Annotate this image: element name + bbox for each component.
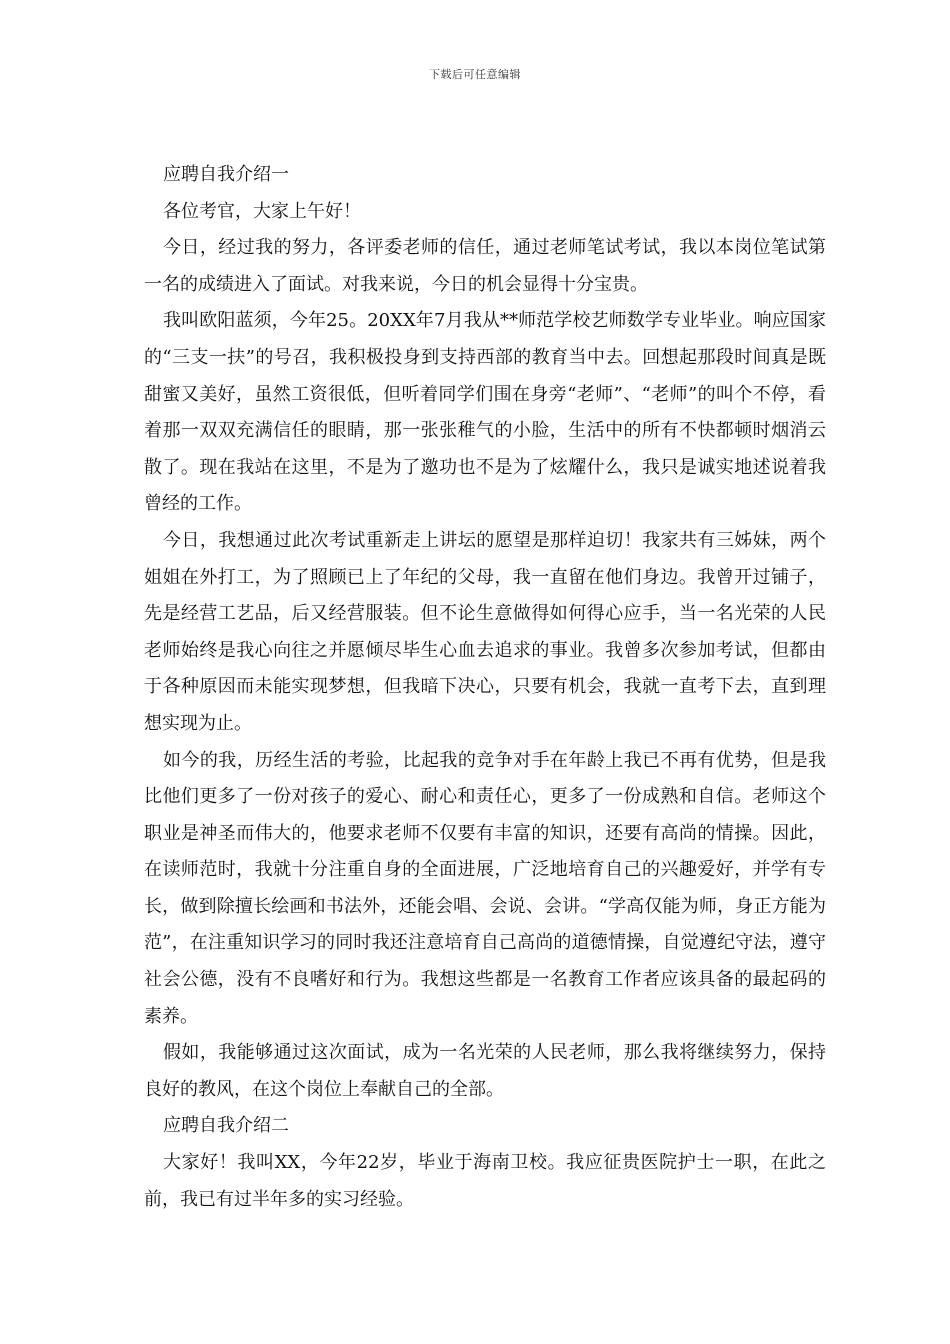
- body-paragraph: 如今的我，历经生活的考验，比起我的竞争对手在年龄上我已不再有优势，但是我比他们更多了一份对孩子的爱心、耐心和责任心，更多了一份成熟和自信。老师这个职业是神圣而伟大的，他要求老师不仅要有丰富的知识，还要有高尚的情操。因此，在读师范时，我就十分注重自身的全面进展，广泛地培育自己的兴趣爱好，并学有专长，做到除擅长绘画和书法外，还能会唱、会说、会讲。“学高仅能为师，身正方能为范”，在注重知识学习的同时我还注意培育自己高尚的道德情操，自觉遵纪守法，遵守社会公德，没有不良嗜好和行为。我想这些都是一名教育工作者应该具备的最起码的素养。: [144, 749, 826, 1027]
- body-paragraph: 今日，我想通过此次考试重新走上讲坛的愿望是那样迫切！我家共有三姊妹，两个姐姐在外打工，为了照顾已上了年纪的父母，我一直留在他们身边。我曾开过铺子，先是经营工艺品，后又经营服装。但不论生意做得如何得心应手，当一名光荣的人民老师始终是我心向往之并愿倾尽毕生心血去追求的事业。我曾多次参加考试，但都由于各种原因而未能实现梦想，但我暗下决心，只要有机会，我就一直考下去，直到理想实现为止。: [144, 529, 826, 734]
- body-paragraph: 假如，我能够通过这次面试，成为一名光荣的人民老师，那么我将继续努力，保持良好的教风，在这个岗位上奉献自己的全部。: [144, 1042, 826, 1100]
- body-paragraph: 今日，经过我的努力，各评委老师的信任，通过老师笔试考试，我以本岗位笔试第一名的成绩进入了面试。对我来说，今日的机会显得十分宝贵。: [144, 237, 826, 295]
- page-header: 下载后可任意编辑: [429, 68, 521, 81]
- body-paragraph: 大家好！我叫XX，今年22岁，毕业于海南卫校。我应征贵医院护士一职，在此之前，我已有过半年多的实习经验。: [144, 1152, 826, 1210]
- body-paragraph: 我叫欧阳蓝须，今年25。20XX年7月我从**师范学校艺师数学专业毕业。响应国家的“三支一扶”的号召，我积极投身到支持西部的教育当中去。回想起那段时间真是既甜蜜又美好，虽然工资很低，但听着同学们围在身旁“老师”、“老师”的叫个不停，看着那一双双充满信任的眼睛，那一张张稚气的小脸，生活中的所有不快都顿时烟消云散了。现在我站在这里，不是为了邀功也不是为了炫耀什么，我只是诚实地述说着我曾经的工作。: [144, 310, 826, 515]
- section-title-2: 应聘自我介绍二: [163, 1115, 289, 1137]
- section-title-1: 应聘自我介绍一: [163, 164, 289, 185]
- greeting-paragraph: 各位考官，大家上午好！: [163, 200, 361, 222]
- document-body: [144, 157, 826, 1218]
